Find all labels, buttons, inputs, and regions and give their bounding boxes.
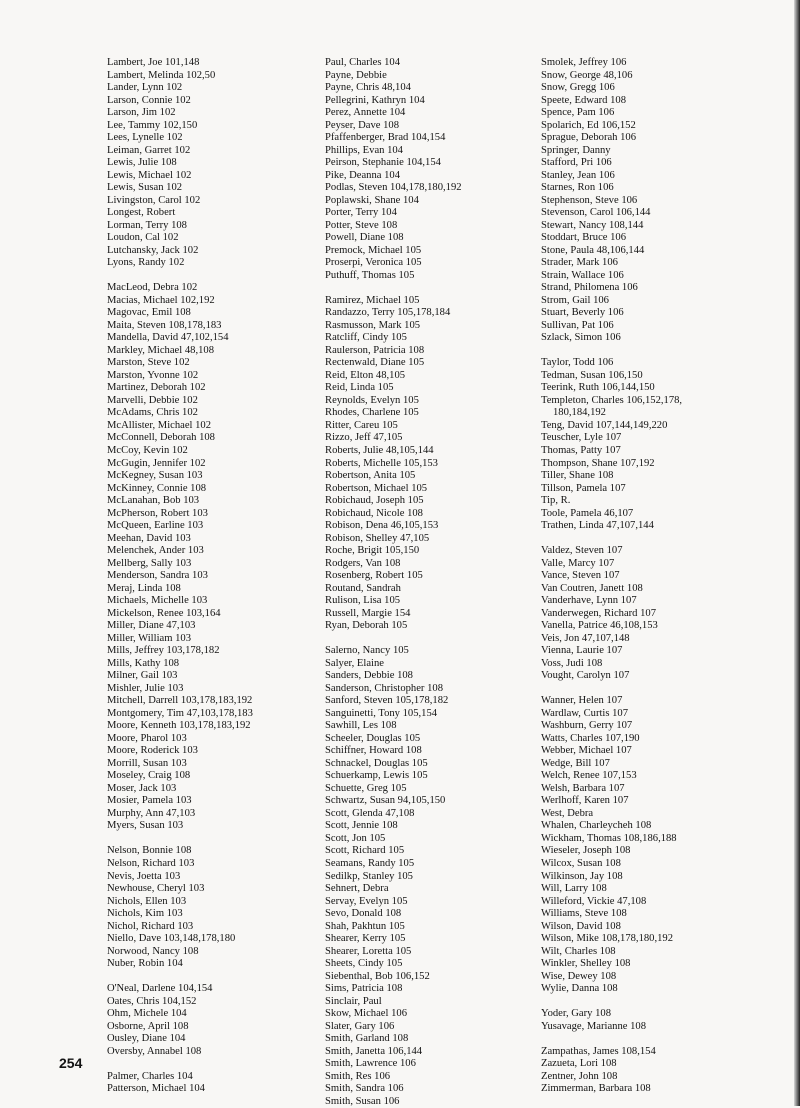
index-entry: Yoder, Gary 108 xyxy=(541,1008,612,1020)
index-entry: Ramirez, Michael 105 xyxy=(325,294,420,306)
index-entry: Pfaffenberger, Brad 104,154 xyxy=(325,132,446,144)
index-entry: Magovac, Emil 108 xyxy=(107,307,191,319)
index-entry: Willeford, Vickie 47,108 xyxy=(541,895,647,907)
index-entry: Shearer, Kerry 105 xyxy=(325,933,406,945)
index-entry: Vanderwegen, Richard 107 xyxy=(541,607,657,619)
index-entry: Moore, Kenneth 103,178,183,192 xyxy=(107,720,251,732)
index-entry: Roche, Brigit 105,150 xyxy=(325,545,420,557)
index-entry: Larson, Jim 102 xyxy=(107,107,176,119)
index-entry: Sawhill, Les 108 xyxy=(325,720,397,732)
index-entry: Robison, Dena 46,105,153 xyxy=(325,520,439,532)
section-gap xyxy=(325,633,525,646)
index-entry: Norwood, Nancy 108 xyxy=(107,945,199,957)
index-entry: Rectenwald, Diane 105 xyxy=(325,357,425,369)
index-entry: Scott, Jennie 108 xyxy=(325,820,398,832)
index-entry: Wieseler, Joseph 108 xyxy=(541,845,631,857)
index-column-3 xyxy=(541,57,795,1096)
index-entry: Slater, Gary 106 xyxy=(325,1020,395,1032)
index-entry: Lambert, Melinda 102,50 xyxy=(107,69,216,81)
index-entry: Robichaud, Nicole 108 xyxy=(325,507,423,519)
index-entry: Robertson, Anita 105 xyxy=(325,470,416,482)
section-gap xyxy=(541,533,795,546)
index-entry: Ohm, Michele 104 xyxy=(107,1008,187,1020)
section-gap xyxy=(107,270,312,283)
index-entry: Wise, Dewey 108 xyxy=(541,970,617,982)
index-entry: Veis, Jon 47,107,148 xyxy=(541,632,630,644)
index-entry: Tiller, Shane 108 xyxy=(541,470,614,482)
index-entry: Mellberg, Sally 103 xyxy=(107,557,192,569)
index-entry: Lander, Lynn 102 xyxy=(107,82,183,94)
index-entry: Tedman, Susan 106,150 xyxy=(541,369,643,381)
index-entry: Livingston, Carol 102 xyxy=(107,194,201,206)
index-entry: Russell, Margie 154 xyxy=(325,607,411,619)
index-entry: Robison, Shelley 47,105 xyxy=(325,532,430,544)
index-entry: Washburn, Gerry 107 xyxy=(541,720,633,732)
index-entry: Nichol, Richard 103 xyxy=(107,920,194,932)
section-gap xyxy=(107,971,312,984)
index-entry: Lyons, Randy 102 xyxy=(107,257,185,269)
index-entry: MacLeod, Debra 102 xyxy=(107,282,198,294)
index-entry: Shearer, Loretta 105 xyxy=(325,945,412,957)
index-column-1 xyxy=(107,57,312,1096)
index-entry: Thompson, Shane 107,192 xyxy=(541,457,655,469)
index-entry: Nevis, Joetta 103 xyxy=(107,870,181,882)
index-entry: Sanderson, Christopher 108 xyxy=(325,682,443,694)
index-entry: Valle, Marcy 107 xyxy=(541,557,615,569)
index-entry: Ryan, Deborah 105 xyxy=(325,620,408,632)
index-entry: Robichaud, Joseph 105 xyxy=(325,495,424,507)
index-entry: Strand, Philomena 106 xyxy=(541,282,638,294)
index-entry: Porter, Terry 104 xyxy=(325,207,397,219)
index-entry: Raulerson, Patricia 108 xyxy=(325,344,425,356)
index-entry: Rasmusson, Mark 105 xyxy=(325,319,421,331)
index-entry: Strader, Mark 106 xyxy=(541,257,618,269)
index-entry: Scott, Glenda 47,108 xyxy=(325,807,415,819)
index-entry: Trathen, Linda 47,107,144 xyxy=(541,520,654,532)
index-entry: Smith, Garland 108 xyxy=(325,1033,409,1045)
index-entry: Welsh, Barbara 107 xyxy=(541,782,625,794)
index-entry: Stone, Paula 48,106,144 xyxy=(541,244,645,256)
index-entry: West, Debra xyxy=(541,807,594,819)
index-entry: Toole, Pamela 46,107 xyxy=(541,507,634,519)
index-entry: Whalen, Charleycheh 108 xyxy=(541,820,652,832)
index-entry: Scheeler, Douglas 105 xyxy=(325,732,421,744)
index-entry: Oates, Chris 104,152 xyxy=(107,995,197,1007)
index-entry: Stevenson, Carol 106,144 xyxy=(541,207,651,219)
index-entry: Niello, Dave 103,148,178,180 xyxy=(107,933,236,945)
index-entry: Smith, Res 106 xyxy=(325,1070,391,1082)
index-entry: Larson, Connie 102 xyxy=(107,94,191,106)
index-entry: Sims, Patricia 108 xyxy=(325,983,403,995)
index-entry: Wilcox, Susan 108 xyxy=(541,858,621,869)
index-entry: Sheets, Cindy 105 xyxy=(325,958,403,970)
index-entry: Smith, Susan 106 xyxy=(325,1095,400,1107)
index-entry: Sanguinetti, Tony 105,154 xyxy=(325,707,438,719)
index-entry: Mishler, Julie 103 xyxy=(107,682,184,694)
index-entry: Lewis, Susan 102 xyxy=(107,182,183,194)
index-entry: Scott, Jon 105 xyxy=(325,832,386,844)
index-entry-continuation: 180,184,192 xyxy=(553,407,606,419)
index-entry: Templeton, Charles 106,152,178, xyxy=(541,394,683,406)
index-entry: Wilkinson, Jay 108 xyxy=(541,870,623,882)
index-entry: Teerink, Ruth 106,144,150 xyxy=(541,382,655,394)
index-entry: Sanders, Debbie 108 xyxy=(325,670,413,682)
index-entry: Reid, Elton 48,105 xyxy=(325,369,406,381)
index-entry: Watts, Charles 107,190 xyxy=(541,732,640,744)
index-entry: Randazzo, Terry 105,178,184 xyxy=(325,307,451,319)
index-entry: Wylie, Danna 108 xyxy=(541,983,618,995)
index-entry: Stephenson, Steve 106 xyxy=(541,194,638,206)
index-entry: Wilson, Mike 108,178,180,192 xyxy=(541,933,673,945)
index-entry: Mitchell, Darrell 103,178,183,192 xyxy=(107,695,253,707)
index-entry: Werlhoff, Karen 107 xyxy=(541,795,629,807)
index-entry: Miller, Diane 47,103 xyxy=(107,620,196,632)
index-entry: Siebenthal, Bob 106,152 xyxy=(325,970,430,982)
index-entry: Payne, Debbie xyxy=(325,69,387,81)
index-entry: Yusavage, Marianne 108 xyxy=(541,1020,647,1032)
index-entry: Rizzo, Jeff 47,105 xyxy=(325,432,403,444)
index-entry: Speete, Edward 108 xyxy=(541,94,627,106)
index-entry: Winkler, Shelley 108 xyxy=(541,958,631,970)
index-entry: Tillson, Pamela 107 xyxy=(541,482,626,494)
index-entry: Vought, Carolyn 107 xyxy=(541,670,630,682)
index-entry: Sprague, Deborah 106 xyxy=(541,132,637,144)
index-entry: Spolarich, Ed 106,152 xyxy=(541,119,636,131)
index-entry: Nuber, Robin 104 xyxy=(107,958,183,970)
index-entry: Montgomery, Tim 47,103,178,183 xyxy=(107,707,253,719)
index-entry: Nelson, Bonnie 108 xyxy=(107,845,192,857)
index-entry: Will, Larry 108 xyxy=(541,883,607,895)
index-entry: Servay, Evelyn 105 xyxy=(325,895,408,907)
index-entry: Taylor, Todd 106 xyxy=(541,357,614,369)
index-entry: Roberts, Michelle 105,153 xyxy=(325,457,438,469)
index-entry: Wedge, Bill 107 xyxy=(541,757,610,769)
index-entry: Moore, Roderick 103 xyxy=(107,745,198,757)
section-gap xyxy=(541,345,795,358)
index-entry: Zazueta, Lori 108 xyxy=(541,1058,617,1070)
index-entry: Sehnert, Debra xyxy=(325,883,389,895)
index-entry: McKegney, Susan 103 xyxy=(107,470,203,482)
index-entry: Michaels, Michelle 103 xyxy=(107,595,208,607)
index-entry: Stafford, Pri 106 xyxy=(541,157,612,169)
index-entry: Voss, Judi 108 xyxy=(541,657,603,669)
index-entry: McKinney, Connie 108 xyxy=(107,482,207,494)
index-entry: Snow, George 48,106 xyxy=(541,69,633,81)
index-entry: Stuart, Beverly 106 xyxy=(541,307,624,319)
index-entry: Vance, Steven 107 xyxy=(541,570,620,582)
index-entry: Teuscher, Lyle 107 xyxy=(541,432,622,444)
index-entry: Wardlaw, Curtis 107 xyxy=(541,707,629,719)
index-entry: Sinclair, Paul xyxy=(325,995,382,1007)
index-entry: Schuerkamp, Lewis 105 xyxy=(325,770,428,782)
index-entry: Rosenberg, Robert 105 xyxy=(325,570,423,582)
index-entry: Roberts, Julie 48,105,144 xyxy=(325,444,434,456)
section-gap xyxy=(541,683,795,696)
index-entry: Peirson, Stephanie 104,154 xyxy=(325,157,441,169)
index-entry: Szlack, Simon 106 xyxy=(541,332,621,344)
index-entry: Osborne, April 108 xyxy=(107,1020,189,1032)
index-entry: Vienna, Laurie 107 xyxy=(541,645,623,657)
index-entry: Maita, Steven 108,178,183 xyxy=(107,319,222,331)
index-entry: Lees, Lynelle 102 xyxy=(107,132,183,144)
index-entry: Markley, Michael 48,108 xyxy=(107,344,214,356)
index-entry: Strom, Gail 106 xyxy=(541,294,609,306)
index-entry: Thomas, Patty 107 xyxy=(541,444,621,456)
section-gap xyxy=(107,1058,312,1071)
index-entry: Schnackel, Douglas 105 xyxy=(325,757,428,769)
index-entry: Reynolds, Evelyn 105 xyxy=(325,394,419,406)
index-entry: Powell, Diane 108 xyxy=(325,232,404,244)
index-entry: Potter, Steve 108 xyxy=(325,219,398,231)
index-entry: Palmer, Charles 104 xyxy=(107,1070,193,1082)
index-entry: Spence, Pam 106 xyxy=(541,107,615,119)
index-entry: Meehan, David 103 xyxy=(107,532,191,544)
index-entry: Melenchek, Ander 103 xyxy=(107,545,204,557)
index-entry: McAllister, Michael 102 xyxy=(107,419,212,431)
index-entry: Murphy, Ann 47,103 xyxy=(107,807,196,819)
index-entry: Perez, Annette 104 xyxy=(325,107,406,119)
index-entry: McAdams, Chris 102 xyxy=(107,407,198,419)
index-entry: Sedilkp, Stanley 105 xyxy=(325,870,413,882)
index-entry: Van Coutren, Janett 108 xyxy=(541,582,643,594)
page-number: 254 xyxy=(59,1055,83,1071)
index-entry: Stewart, Nancy 108,144 xyxy=(541,219,644,231)
index-entry: Poplawski, Shane 104 xyxy=(325,194,419,206)
index-entry: Longest, Robert xyxy=(107,207,176,219)
index-entry: Peyser, Dave 108 xyxy=(325,119,400,131)
index-entry: Macias, Michael 102,192 xyxy=(107,294,215,306)
index-entry: Wanner, Helen 107 xyxy=(541,695,623,707)
index-column-2 xyxy=(325,57,525,1108)
index-entry: Wilt, Charles 108 xyxy=(541,945,616,957)
index-entry: Salerno, Nancy 105 xyxy=(325,645,409,657)
index-entry: McConnell, Deborah 108 xyxy=(107,432,215,444)
index-entry: Moore, Pharol 103 xyxy=(107,732,187,744)
index-entry: Menderson, Sandra 103 xyxy=(107,570,208,582)
index-entry: Mandella, David 47,102,154 xyxy=(107,332,229,344)
index-entry: Podlas, Steven 104,178,180,192 xyxy=(325,182,462,194)
index-entry: Welch, Renee 107,153 xyxy=(541,770,637,782)
index-entry: Lutchansky, Jack 102 xyxy=(107,244,199,256)
index-entry: Lee, Tammy 102,150 xyxy=(107,119,198,131)
section-gap xyxy=(541,1033,795,1046)
index-entry: Routand, Sandrah xyxy=(325,582,401,594)
index-entry: Marston, Yvonne 102 xyxy=(107,369,199,381)
index-entry: Seamans, Randy 105 xyxy=(325,858,415,869)
index-entry: Newhouse, Cheryl 103 xyxy=(107,883,205,895)
index-entry: Robertson, Michael 105 xyxy=(325,482,428,494)
index-entry: Mills, Jeffrey 103,178,182 xyxy=(107,645,220,657)
index-entry: Leiman, Garret 102 xyxy=(107,144,191,156)
index-entry: Oversby, Annabel 108 xyxy=(107,1045,202,1057)
index-entry: Salyer, Elaine xyxy=(325,657,384,669)
index-entry: Smolek, Jeffrey 106 xyxy=(541,57,627,68)
index-entry: Pellegrini, Kathryn 104 xyxy=(325,94,425,106)
index-entry: McPherson, Robert 103 xyxy=(107,507,208,519)
index-entry: Miller, William 103 xyxy=(107,632,191,644)
index-entry: Marston, Steve 102 xyxy=(107,357,190,369)
index-entry: Vanella, Patrice 46,108,153 xyxy=(541,620,658,632)
index-entry: Teng, David 107,144,149,220 xyxy=(541,419,668,431)
index-entry: Wickham, Thomas 108,186,188 xyxy=(541,832,677,844)
index-entry: Nelson, Richard 103 xyxy=(107,858,195,869)
index-entry: Tip, R. xyxy=(541,495,571,507)
index-entry: Martinez, Deborah 102 xyxy=(107,382,206,394)
index-entry: Rulison, Lisa 105 xyxy=(325,595,401,607)
index-entry: McQueen, Earline 103 xyxy=(107,520,204,532)
index-entry: Ratcliff, Cindy 105 xyxy=(325,332,407,344)
index-entry: Smith, Sandra 106 xyxy=(325,1083,404,1095)
index-entry: Zampathas, James 108,154 xyxy=(541,1045,656,1057)
index-entry: Lambert, Joe 101,148 xyxy=(107,57,200,68)
index-entry: Proserpi, Veronica 105 xyxy=(325,257,422,269)
index-entry: Pike, Deanna 104 xyxy=(325,169,401,181)
index-entry: Patterson, Michael 104 xyxy=(107,1083,205,1095)
index-entry: Schwartz, Susan 94,105,150 xyxy=(325,795,446,807)
index-entry: Valdez, Steven 107 xyxy=(541,545,623,557)
index-entry: Nichols, Ellen 103 xyxy=(107,895,187,907)
index-entry: Wilson, David 108 xyxy=(541,920,621,932)
index-entry: Snow, Gregg 106 xyxy=(541,82,615,94)
index-entry: Smith, Janetta 106,144 xyxy=(325,1045,423,1057)
index-entry: Puthuff, Thomas 105 xyxy=(325,269,415,281)
index-entry: McCoy, Kevin 102 xyxy=(107,444,188,456)
index-entry: Meraj, Linda 108 xyxy=(107,582,181,594)
index-entry: Moser, Jack 103 xyxy=(107,782,177,794)
index-entry: Lorman, Terry 108 xyxy=(107,219,187,231)
section-gap xyxy=(107,833,312,846)
index-entry: Vanderhave, Lynn 107 xyxy=(541,595,637,607)
index-entry: Rodgers, Van 108 xyxy=(325,557,401,569)
index-entry: Marvelli, Debbie 102 xyxy=(107,394,198,406)
index-entry: Myers, Susan 103 xyxy=(107,820,184,832)
index-entry: Lewis, Michael 102 xyxy=(107,169,192,181)
index-entry: Moseley, Craig 108 xyxy=(107,770,191,782)
index-entry: Zentner, John 108 xyxy=(541,1070,618,1082)
index-entry: Scott, Richard 105 xyxy=(325,845,405,857)
index-entry: Phillips, Evan 104 xyxy=(325,144,403,156)
index-entry: Milner, Gail 103 xyxy=(107,670,178,682)
index-entry: O'Neal, Darlene 104,154 xyxy=(107,983,213,995)
index-entry: Loudon, Cal 102 xyxy=(107,232,179,244)
index-entry: Rhodes, Charlene 105 xyxy=(325,407,419,419)
index-entry: Schiffner, Howard 108 xyxy=(325,745,422,757)
index-entry: Lewis, Julie 108 xyxy=(107,157,177,169)
index-entry: Zimmerman, Barbara 108 xyxy=(541,1083,651,1095)
section-gap xyxy=(541,996,795,1009)
index-entry: Premock, Michael 105 xyxy=(325,244,422,256)
index-entry: Webber, Michael 107 xyxy=(541,745,632,757)
index-entry: Williams, Steve 108 xyxy=(541,908,627,920)
index-entry: Stanley, Jean 106 xyxy=(541,169,615,181)
index-entry: Sanford, Steven 105,178,182 xyxy=(325,695,449,707)
index-entry: Mills, Kathy 108 xyxy=(107,657,180,669)
index-entry: Payne, Chris 48,104 xyxy=(325,82,411,94)
section-gap xyxy=(325,282,525,295)
index-entry: Starnes, Ron 106 xyxy=(541,182,614,194)
index-entry: Sullivan, Pat 106 xyxy=(541,319,614,331)
index-entry: Nichols, Kim 103 xyxy=(107,908,183,920)
index-entry: Stoddart, Bruce 106 xyxy=(541,232,627,244)
index-entry: Mickelson, Renee 103,164 xyxy=(107,607,221,619)
index-entry: Strain, Wallace 106 xyxy=(541,269,624,281)
index-entry: Ousley, Diane 104 xyxy=(107,1033,186,1045)
index-entry: Reid, Linda 105 xyxy=(325,382,394,394)
index-entry: McLanahan, Bob 103 xyxy=(107,495,200,507)
index-entry: Shah, Pakhtun 105 xyxy=(325,920,405,932)
index-entry: McGugin, Jennifer 102 xyxy=(107,457,206,469)
index-entry: Sevo, Donald 108 xyxy=(325,908,402,920)
index-entry: Morrill, Susan 103 xyxy=(107,757,187,769)
index-entry: Mosier, Pamela 103 xyxy=(107,795,192,807)
index-entry: Schuette, Greg 105 xyxy=(325,782,407,794)
index-entry: Ritter, Careu 105 xyxy=(325,419,398,431)
index-entry: Skow, Michael 106 xyxy=(325,1008,407,1020)
index-entry: Paul, Charles 104 xyxy=(325,57,401,68)
index-entry: Springer, Danny xyxy=(541,144,611,156)
index-entry: Smith, Lawrence 106 xyxy=(325,1058,416,1070)
